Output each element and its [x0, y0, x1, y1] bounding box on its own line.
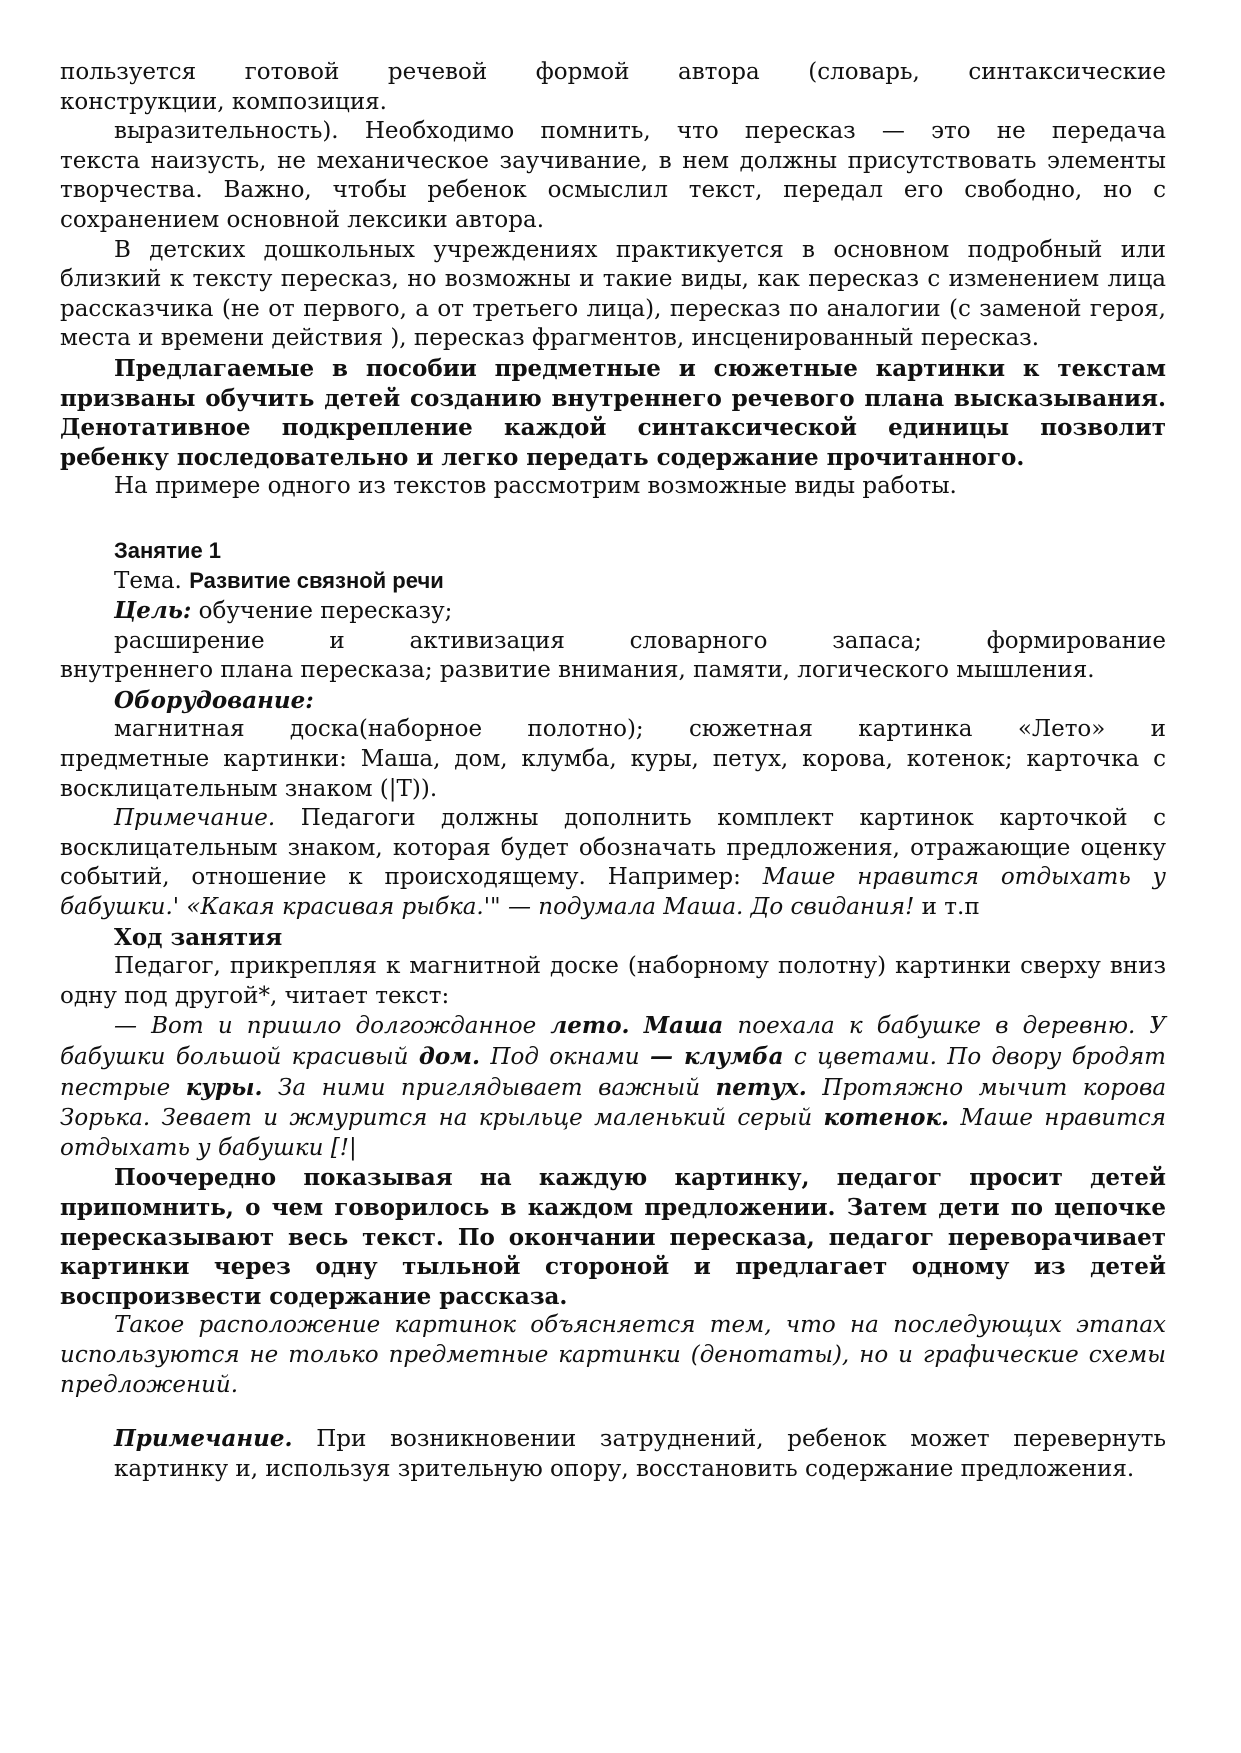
- intro-paragraph-5: На примере одного из текстов рассмотрим возможные виды работы.: [114, 473, 957, 500]
- goal-first: обучение пересказу;: [198, 598, 453, 625]
- story-segment: Маше нравится отдыхать у бабушки [!|: [60, 1105, 1167, 1161]
- keyword-petukh: петух.: [715, 1073, 807, 1101]
- goal-label: Цель:: [114, 597, 192, 625]
- goal-line: [114, 596, 1166, 627]
- lesson-theme: [114, 566, 1166, 597]
- story-segment: Под окнами: [490, 1044, 640, 1070]
- note-paragraph: [60, 804, 1166, 922]
- goal-rest: внутреннего плана пересказа; развитие внимания, памяти, логического мышления.: [60, 657, 1095, 684]
- goal-line-2: расширение и активизация словарного запаса; формирование: [114, 627, 1166, 654]
- story-segment: За ними приглядывает важный: [278, 1074, 701, 1101]
- intro-line-2: конструкции, композиция.: [60, 88, 387, 115]
- note-text: Педагоги должны дополнить комплект картинок карточкой с восклицательным знаком, которая будет обозначать предложения, отражающие оценку событий, отношение к происходящему. Например:: [60, 805, 1166, 891]
- story-segment: с цветами. По двору бродят пестрые: [60, 1044, 1166, 1101]
- intro-paragraph-2: текста наизусть, не механическое заучивание, в нем должны присутствовать элементы творчества. Важно, чтобы ребенок осмыслил текст, передал его свободно, но с сохранением основной лексики автора.: [60, 147, 1166, 233]
- final-note-text: При возникновении затруднений, ребенок может перевернуть картинку и, используя зрительную опору, восстановить содержание предложения.: [114, 1426, 1166, 1482]
- keyword-leto: лето.: [550, 1012, 630, 1040]
- arrangement-paragraph: Такое расположение картинок объясняется тем, что на последующих этапах используются не только предметные картинки (денотаты), но и графические схемы предложений.: [60, 1312, 1166, 1398]
- theme-value: Развитие связной речи: [189, 567, 444, 593]
- final-note-label: Примечание.: [114, 1425, 293, 1453]
- equipment-label: Оборудование:: [114, 686, 314, 714]
- intro-bold-paragraph: Предлагаемые в пособии предметные и сюжетные картинки к текстам призваны обучить детей созданию внутреннего речевого плана высказывания. Денотативное подкрепление каждой синтаксической единицы позволит ребенку последовательно и легко передать содержание прочитанного.: [60, 354, 1166, 471]
- story-segment: — Вот и пришло долгожданное: [114, 1013, 537, 1040]
- note-end: и т.п: [921, 894, 980, 921]
- note-example: Маше нравится отдыхать у бабушки.' «Какая красивая рыбка.'" — подумала Маша. До свидания!: [60, 864, 1167, 921]
- theme-label: Тема.: [114, 567, 182, 594]
- intro-paragraph-3: В детских дошкольных учреждениях практикуется в основном подробный или близкий к тексту пересказ, но возможны и такие виды, как пересказ с изменением лица рассказчика (не от первого, а от третьего лица), пересказ по аналогии (с заменой героя, места и времени действия ), пересказ фрагментов, инсценированный пересказ.: [60, 236, 1166, 352]
- intro-paragraph-2-line-1: выразительность). Необходимо помнить, что пересказ — это не передача: [114, 118, 1166, 145]
- course-title: Ход занятия: [114, 923, 283, 951]
- story-segment: Протяжно мычит корова Зорька. Зевает и жмурится на крыльце маленький серый: [60, 1074, 1167, 1132]
- keyword-klumba: — клумба: [649, 1043, 784, 1070]
- keyword-kotenok: котенок.: [823, 1104, 950, 1132]
- equipment-rest: предметные картинки: Маша, дом, клумба, куры, петух, корова, котенок; карточка с восклицательным знаком (|Т)).: [60, 746, 1166, 802]
- equipment-line-1: магнитная доска(наборное полотно); сюжетная картинка «Лето» и: [114, 716, 1166, 743]
- keyword-masha: Маша: [643, 1012, 724, 1040]
- document-page: [60, 58, 1166, 1484]
- intro-line-1: пользуется готовой речевой формой автора (словарь, синтаксические: [60, 59, 1166, 85]
- story-paragraph: [60, 1011, 1166, 1163]
- lesson-title: Занятие 1: [114, 537, 222, 563]
- final-note: [60, 1424, 1166, 1484]
- note-label: Примечание.: [114, 805, 276, 832]
- after-story-paragraph: Поочередно показывая на каждую картинку, педагог просит детей припомнить, о чем говорилось в каждом предложении. Затем дети по цепочке пересказывают весь текст. По окончании пересказа, педагог переворачивает картинки через одну тыльной стороной и предлагает одному из детей воспроизвести содержание рассказа.: [60, 1164, 1166, 1310]
- keyword-kury: куры.: [185, 1073, 263, 1101]
- course-text: Педагог, прикрепляя к магнитной доске (наборному полотну) картинки сверху вниз одну под другой*, читает текст:: [60, 953, 1166, 1009]
- story-segment: поехала к бабушке в деревню. У бабушки большой красивый: [60, 1013, 1167, 1070]
- keyword-dom: дом.: [418, 1043, 481, 1070]
